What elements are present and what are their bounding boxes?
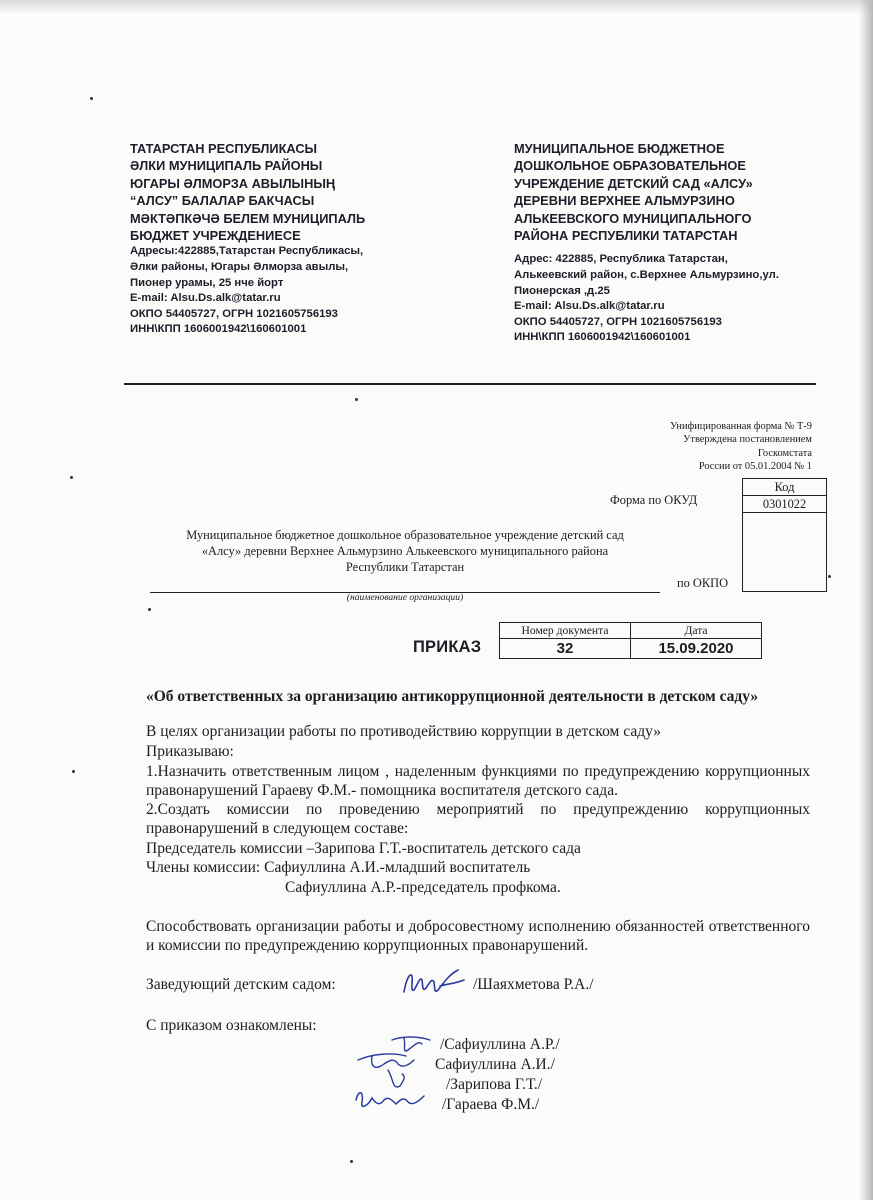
form-meta-line: Утверждена постановлением xyxy=(683,434,812,446)
letterhead-tatar xyxy=(130,140,430,338)
code-header: Код xyxy=(743,479,826,496)
form-meta-line: Госкомстата xyxy=(757,447,812,459)
date-header: Дата xyxy=(631,623,762,639)
letterhead-line: РАЙОНА РЕСПУБЛИКИ ТАТАРСТАН xyxy=(514,228,738,244)
doc-number-value: 32 xyxy=(500,639,631,659)
head-name: /Шаяхметова Р.А./ xyxy=(473,976,594,993)
document-number-table xyxy=(499,622,762,659)
head-signature-label: Заведующий детским садом: xyxy=(146,976,336,993)
letterhead-okpo: ОКПО 54405727, ОГРН 1021605756193 xyxy=(130,307,338,320)
letterhead-inn: ИНН\КПП 1606001942\160601001 xyxy=(514,331,691,344)
code-box xyxy=(742,478,827,592)
staff-name: /Зарипова Г.Т./ xyxy=(446,1076,543,1093)
form-meta-line: России от 05.01.2004 № 1 xyxy=(698,461,812,473)
letterhead-address-line: Алькеевский район, с.Верхнее Альмурзино,ул. xyxy=(514,269,779,282)
letterhead-line: АЛЬКЕЕВСКОГО МУНИЦИПАЛЬНОГО xyxy=(514,210,752,226)
staff-name: /Гараева Ф.М./ xyxy=(442,1096,540,1113)
letterhead-line: ТАТАРСТАН РЕСПУБЛИКАСЫ xyxy=(130,141,318,156)
form-meta-line: Унифицированная форма № Т-9 xyxy=(669,421,812,432)
head-signature xyxy=(398,962,478,1004)
commission-chair: Председатель комиссии –Зарипова Г.Т.-воспитатель детского сада xyxy=(146,840,581,857)
scan-speck xyxy=(828,575,831,578)
letterhead-line: ДОШКОЛЬНОЕ ОБРАЗОВАТЕЛЬНОЕ xyxy=(514,158,746,174)
order-item-2: 2.Создать комиссии по проведению мероприятий по предупреждению коррупционных правонарушений в следующем составе: xyxy=(146,801,810,838)
letterhead-address-line: Пионерская ,д.25 xyxy=(514,284,610,297)
staff-name: Сафиуллина А.И./ xyxy=(435,1056,555,1073)
letterhead-line: ЮГАРЫ ӘЛМОРЗА АВЫЛЫНЫҢ xyxy=(130,175,336,191)
scan-edge-shadow xyxy=(859,0,873,1200)
letterhead-line: МӘКТӘПКӘЧӘ БЕЛЕМ МУНИЦИПАЛЬ xyxy=(130,210,366,226)
order-subject: «Об ответственных за организацию антикоррупционной деятельности в детском саду» xyxy=(146,688,759,705)
organization-line: Республики Татарстан xyxy=(345,560,465,574)
scan-speck xyxy=(350,1160,353,1163)
unified-form-note xyxy=(670,420,812,474)
closing-paragraph: Способствовать организации работы и добросовестному исполнению обязанностей ответственного и комиссии по предупреждению коррупционных правонарушений. xyxy=(146,918,810,955)
order-purpose: В целях организации работы по противодействию коррупции в детском саду» xyxy=(146,723,661,740)
scan-speck xyxy=(148,608,151,611)
letterhead-address-line: Адрес: 422885, Республика Татарстан, xyxy=(514,253,728,266)
organization-caption: (наименование организации) xyxy=(346,592,464,603)
scan-edge-shadow xyxy=(0,0,873,14)
scan-speck xyxy=(355,398,358,401)
letterhead-address-line: Пионер урамы, 25 нче йорт xyxy=(130,276,284,289)
letterhead-address-line: Адресы:422885,Татарстан Республикасы, xyxy=(130,245,364,258)
letterhead-divider xyxy=(124,383,816,385)
letterhead-address-line: Әлки районы, Югары Әлморза авылы, xyxy=(130,261,349,274)
letterhead-line: УЧРЕЖДЕНИЕ ДЕТСКИЙ САД «АЛСУ» xyxy=(514,175,753,191)
letterhead-line: МУНИЦИПАЛЬНОЕ БЮДЖЕТНОЕ xyxy=(514,141,725,156)
staff-name: /Сафиуллина А.Р./ xyxy=(440,1036,560,1053)
letterhead-email: E-mail: Alsu.Ds.alk@tatar.ru xyxy=(130,292,281,305)
letterhead-okpo: ОКПО 54405727, ОГРН 1021605756193 xyxy=(514,315,722,328)
date-value: 15.09.2020 xyxy=(631,639,762,659)
acquainted-label: С приказом ознакомлены: xyxy=(146,1017,317,1034)
okud-code: 0301022 xyxy=(743,496,826,513)
order-title: ПРИКАЗ xyxy=(413,638,482,656)
order-item-1: 1.Назначить ответственным лицом , наделенным функциями по предупреждению коррупционных правонарушений Гараеву Ф.М.- помощника воспитателя детского сада. xyxy=(146,763,810,800)
okpo-label: по ОКПО xyxy=(677,576,729,590)
scan-speck xyxy=(72,770,75,773)
scan-speck xyxy=(70,476,73,479)
letterhead-line: ӘЛКИ МУНИЦИПАЛЬ РАЙОНЫ xyxy=(130,158,323,174)
letterhead-line: ДЕРЕВНИ ВЕРХНЕЕ АЛЬМУРЗИНО xyxy=(514,193,735,209)
doc-number-header: Номер документа xyxy=(500,623,631,639)
letterhead-line: “АЛСУ” БАЛАЛАР БАКЧАСЫ xyxy=(130,193,315,209)
letterhead-russian xyxy=(514,140,814,346)
okud-label: Форма по ОКУД xyxy=(610,493,698,507)
organization-name xyxy=(140,527,670,575)
letterhead-line: БЮДЖЕТ УЧРЕЖДЕНИЕСЕ xyxy=(130,228,301,244)
organization-line: Муниципальное бюджетное дошкольное образовательное учреждение детский сад xyxy=(186,528,624,542)
letterhead-email: E-mail: Alsu.Ds.alk@tatar.ru xyxy=(514,300,665,313)
staff-signatures xyxy=(348,1030,448,1125)
letterhead-inn: ИНН\КПП 1606001942\160601001 xyxy=(130,323,307,336)
organization-line: «Алсу» деревни Верхнее Альмурзино Алькеевского муниципального района xyxy=(201,544,609,558)
commission-members: Члены комиссии: Сафиуллина А.И.-младший воспитатель xyxy=(146,859,531,876)
scan-speck xyxy=(90,97,93,100)
order-word: Приказываю: xyxy=(146,743,234,760)
commission-member: Сафиуллина А.Р.-председатель профкома. xyxy=(285,879,561,896)
